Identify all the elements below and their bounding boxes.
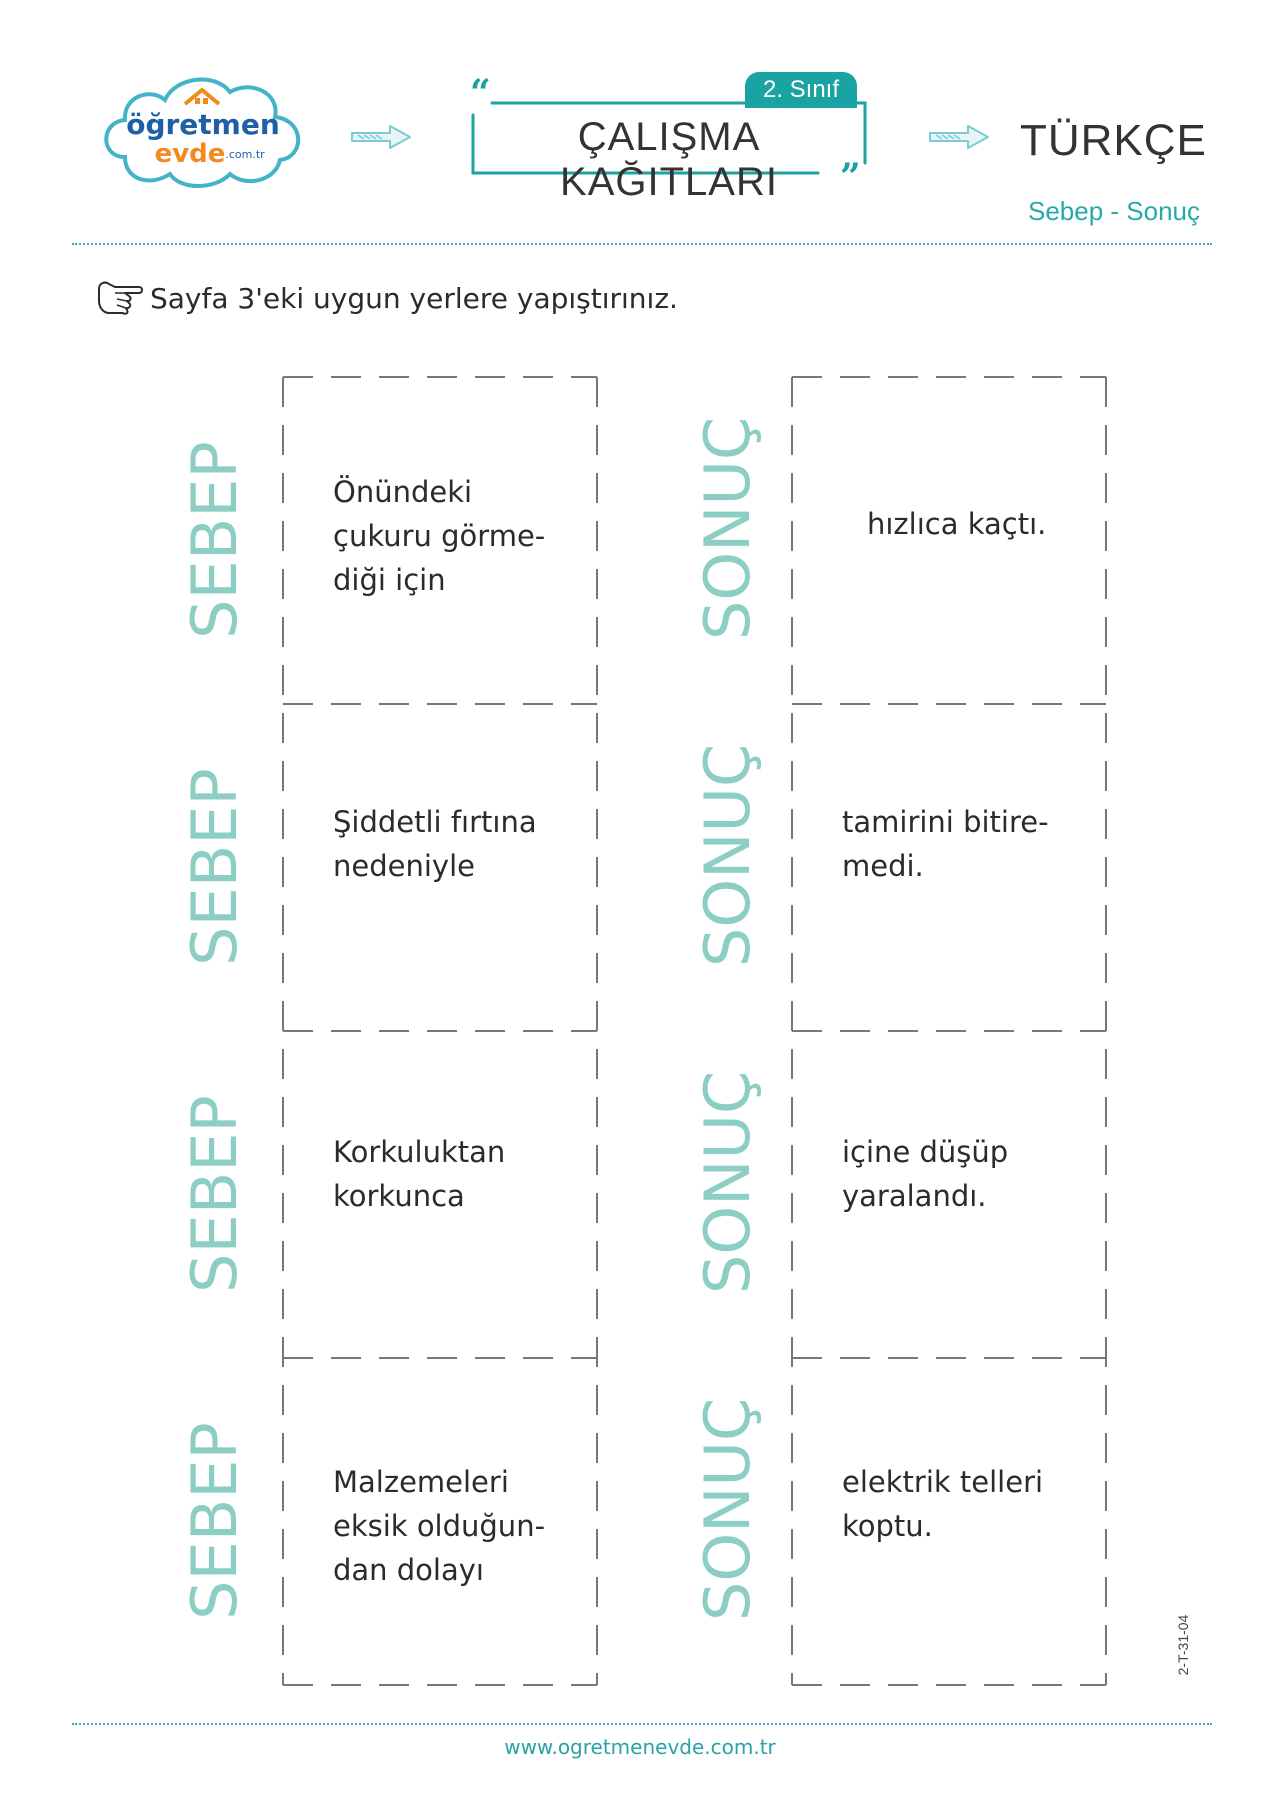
sebep-label: SEBEP [178,441,251,639]
grade-badge: 2. Sınıf [745,72,857,108]
sebep-label: SEBEP [178,768,251,966]
page-title: ÇALIŞMA KAĞITLARI [560,115,778,204]
cause-card-text [333,1130,505,1218]
cause-line: nedeniyle [333,849,475,883]
sonuc-label: SONUÇ [691,416,764,640]
topic-subtitle: Sebep - Sonuç [1027,196,1200,226]
cause-line: Malzemeleri [333,1465,509,1499]
svg-text:“: “ [470,72,491,114]
logo-brand-top: öğretmen [126,108,280,141]
sonuc-label: SONUÇ [691,743,764,967]
sonuc-label: SONUÇ [691,1397,764,1621]
subject-title: TÜRKÇE [1020,116,1207,165]
sebep-label: SEBEP [178,1095,251,1293]
effect-line: elektrik telleri [842,1465,1044,1499]
instruction-text: Sayfa 3'eki uygun yerlere yapıştırınız. [150,282,678,315]
effect-line: yaralandı. [842,1179,987,1213]
svg-text:”: ” [840,156,861,198]
logo-domain: .com.tr [225,148,265,161]
effect-line: koptu. [842,1509,933,1543]
sonuc-label: SONUÇ [691,1070,764,1294]
cause-line: Korkuluktan [333,1135,506,1169]
cause-card-text [333,800,537,888]
effect-line: medi. [842,849,924,883]
cause-line: korkunca [333,1179,465,1213]
cause-line: Şiddetli fırtına [333,805,537,839]
cause-card-text [333,470,545,602]
effect-card-text [867,502,1046,546]
document-code: 2-T-31-04 [1175,1614,1191,1676]
cause-line: eksik olduğun- [333,1509,546,1543]
cause-line: dan dolayı [333,1553,484,1587]
cause-line: diği için [333,563,446,597]
sebep-label: SEBEP [178,1422,251,1620]
divider-bottom [72,1723,1212,1725]
effect-line: tamirini bitire- [842,805,1049,839]
effect-card-text [842,1460,1043,1548]
logo-brand-bottom: evde [154,139,226,169]
effect-card-text [842,1130,1008,1218]
effect-line: hızlıca kaçtı. [867,507,1047,541]
cause-line: Önündeki [333,475,473,509]
website-link[interactable]: www.ogretmenevde.com.tr [504,1735,776,1759]
effect-card-text [842,800,1049,888]
cause-line: çukuru görme- [333,519,546,553]
effect-line: içine düşüp [842,1135,1009,1169]
cause-card-text [333,1460,545,1592]
